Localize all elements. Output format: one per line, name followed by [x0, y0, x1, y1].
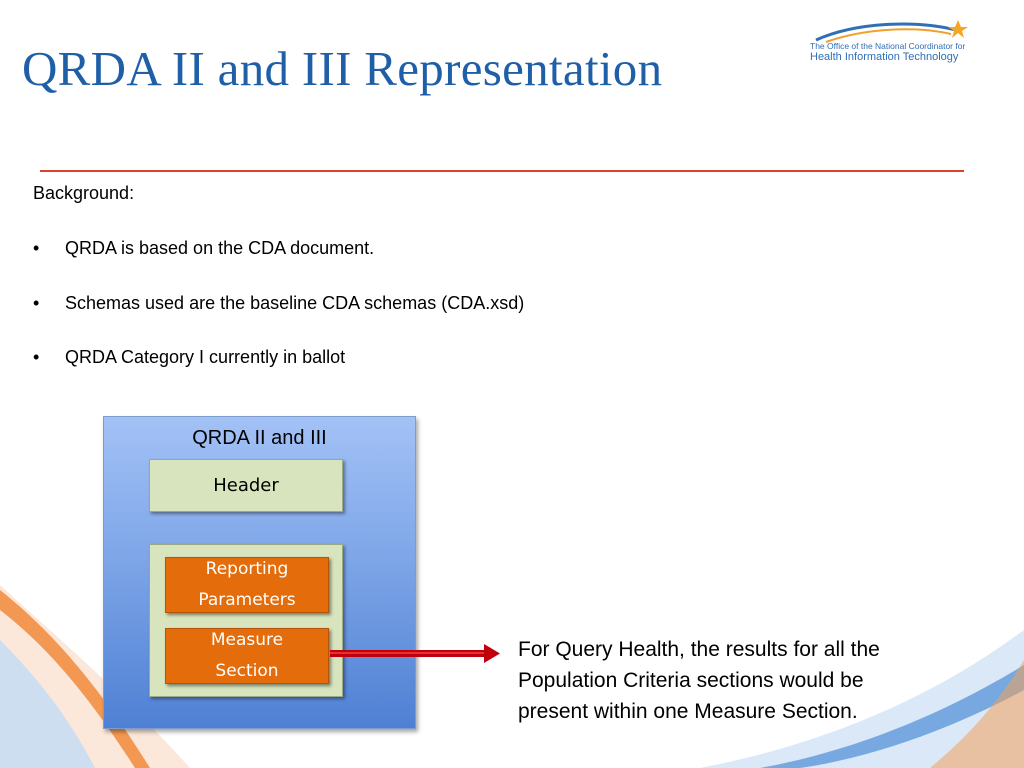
- bullet-item: QRDA Category I currently in ballot: [65, 347, 346, 367]
- bullet-item: QRDA is based on the CDA document.: [65, 238, 375, 258]
- slide-title: QRDA II and III Representation: [22, 41, 663, 96]
- logo-text-line2: Health Information Technology: [810, 51, 959, 63]
- background-heading: Background:: [33, 183, 135, 203]
- bullet-icon: •: [33, 293, 40, 313]
- measure-section-label: Measure Section: [210, 630, 284, 681]
- bullet-icon: •: [33, 238, 40, 258]
- onc-logo: [806, 18, 976, 66]
- logo-text-line1: The Office of the National Coordinator for: [810, 41, 966, 51]
- measure-section-box: [165, 628, 329, 684]
- bullet-item: Schemas used are the baseline CDA schemas (CDA.xsd): [65, 293, 525, 313]
- qrda-container-box: [103, 416, 416, 729]
- header-label: Header: [213, 475, 279, 496]
- header-box: [149, 459, 343, 512]
- bullet-icon: •: [33, 347, 40, 367]
- qrda-container-label: QRDA II and III: [192, 427, 327, 449]
- note-text: For Query Health, the results for all the Population Criteria sections would be present within one Measure Section.: [518, 638, 880, 723]
- reporting-parameters-box: [165, 557, 329, 613]
- body-box: [149, 544, 343, 697]
- title-divider: [40, 170, 964, 172]
- arrow-icon: [330, 642, 502, 666]
- reporting-parameters-label: Reporting Parameters: [198, 559, 296, 610]
